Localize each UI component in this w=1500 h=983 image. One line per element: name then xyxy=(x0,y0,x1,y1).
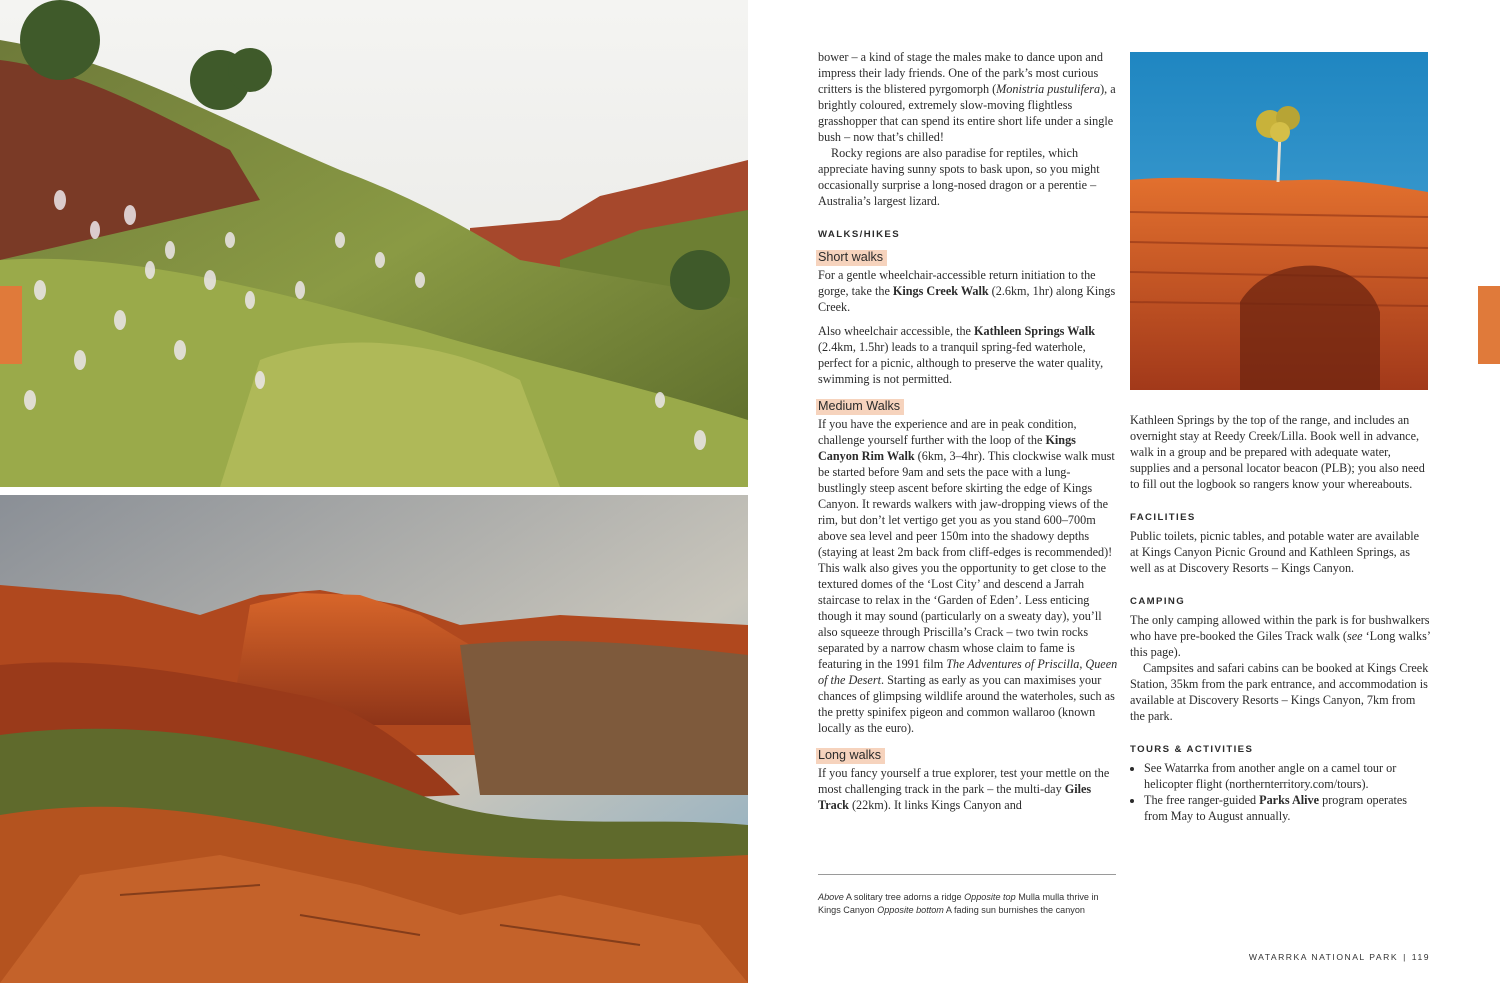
chapter-tab-left xyxy=(0,286,22,364)
paragraph: Rocky regions are also paradise for reptiles, which appreciate having sunny spots to bask upon, so you might occasionally surprise a long-nosed dragon or a perentie – Australia’s largest lizard. xyxy=(818,146,1100,208)
photo-solitary-tree-image xyxy=(1130,52,1428,390)
list-item: • See Watarrka from another angle on a camel tour or helicopter flight (northernterritory.com/tours). xyxy=(1144,760,1430,792)
caption-divider xyxy=(818,874,1116,875)
section-heading-facilities: FACILITIES xyxy=(1130,512,1196,523)
text-column-left xyxy=(818,49,1118,813)
page-footer xyxy=(1249,952,1430,962)
photo-canyon-sunset-image xyxy=(0,495,748,983)
paragraph: Campsites and safari cabins can be booked at Kings Creek Station, 35km from the park entrance, and accommodation is available at Discovery Resorts – Kings Canyon, 7km from the park. xyxy=(1130,661,1429,723)
paragraph: Kathleen Springs by the top of the range, and includes an overnight stay at Reedy Creek/Lilla. Book well in advance, walk in a group and be prepared with adequate water, supplies and a personal locator beacon (PLB); you also need to fill out the logbook so rangers know your whereabouts. xyxy=(1130,413,1425,491)
footer-separator: | xyxy=(1403,952,1407,962)
paragraph: Public toilets, picnic tables, and potable water are available at Kings Canyon Picnic Ground and Kathleen Springs, as well as at Discovery Resorts – Kings Canyon. xyxy=(1130,529,1420,575)
text-column-right xyxy=(1130,412,1430,824)
tours-list xyxy=(1130,760,1430,824)
paragraph: If you have the experience and are in peak condition, challenge yourself further with the loop of the Kings Canyon Rim Walk (6km, 3–4hr). This clockwise walk must be started before 9am and sets the pace with a lung-bustlingly steep ascent before skirting the edge of Kings Canyon. It rewards walkers with jaw-dropping views of the rim, but don’t let vertigo get you as you stand 600–700m above sea level and peer 150m into the shadowy depths (staying at least 2m back from cliff-edges is recommended)! This walk also gives you the opportunity to get close to the textured domes of the ‘Lost City’ and descend a Jarrah staircase to relax in the ‘Garden of Eden’. Less enticing though it may sound (particularly on a sweaty day), you’ll also squeeze through Priscilla’s Crack – two twin rocks separated by a narrow chasm whose claim to fame is featuring in the 1991 film The Adventures of Priscilla, Queen of the Desert. Starting as early as you can maximises your chances of glimpsing wildlife around the waterholes, such as the pretty spinifex pigeon and common wallaroo (known locally as the euro). xyxy=(818,417,1118,735)
paragraph: bower – a kind of stage the males make to dance upon and impress their lady friends. One of the park’s most curious critters is the blistered pyrgomorph (Monistria pustulifera), a brightly coloured, extremely slow-moving flightless grasshopper that can spend its entire short life under a single bush – now that’s chilled! xyxy=(818,50,1116,144)
paragraph: If you fancy yourself a true explorer, test your mettle on the most challenging track in the park – the multi-day Giles Track (22km). It links Kings Canyon and xyxy=(818,766,1110,812)
footer-section-title: WATARRKA NATIONAL PARK xyxy=(1248,952,1399,962)
list-item: • The free ranger-guided Parks Alive program operates from May to August annually. xyxy=(1144,792,1430,824)
subheading-short-walks: Short walks xyxy=(816,250,887,266)
paragraph: The only camping allowed within the park is for bushwalkers who have pre-booked the Giles Track walk (see ‘Long walks’ this page). xyxy=(1130,613,1430,659)
photo-solitary-tree xyxy=(1130,52,1428,390)
photo-canyon-sunset xyxy=(0,495,748,983)
photo-mulla-mulla-slope xyxy=(0,0,748,487)
subheading-long-walks: Long walks xyxy=(816,748,885,764)
page-number: 119 xyxy=(1411,952,1430,962)
photo-mulla-mulla-image xyxy=(0,0,748,487)
photo-caption: Above A solitary tree adorns a ridge Opposite top Mulla mulla thrive in Kings Canyon Opposite bottom A fading sun burnishes the canyon xyxy=(818,892,1099,915)
paragraph: For a gentle wheelchair-accessible return initiation to the gorge, take the Kings Creek Walk (2.6km, 1hr) along Kings Creek. xyxy=(818,268,1116,314)
paragraph: Also wheelchair accessible, the Kathleen Springs Walk (2.4km, 1.5hr) leads to a tranquil spring-fed waterhole, perfect for a picnic, although to preserve the water quality, swimming is not permitted. xyxy=(818,324,1104,386)
section-heading-camping: CAMPING xyxy=(1130,596,1186,607)
chapter-tab-right xyxy=(1478,286,1500,364)
subheading-medium-walks: Medium Walks xyxy=(816,399,904,415)
section-heading-walks: WALKS/HIKES xyxy=(818,229,901,240)
section-heading-tours: TOURS & ACTIVITIES xyxy=(1130,744,1254,755)
